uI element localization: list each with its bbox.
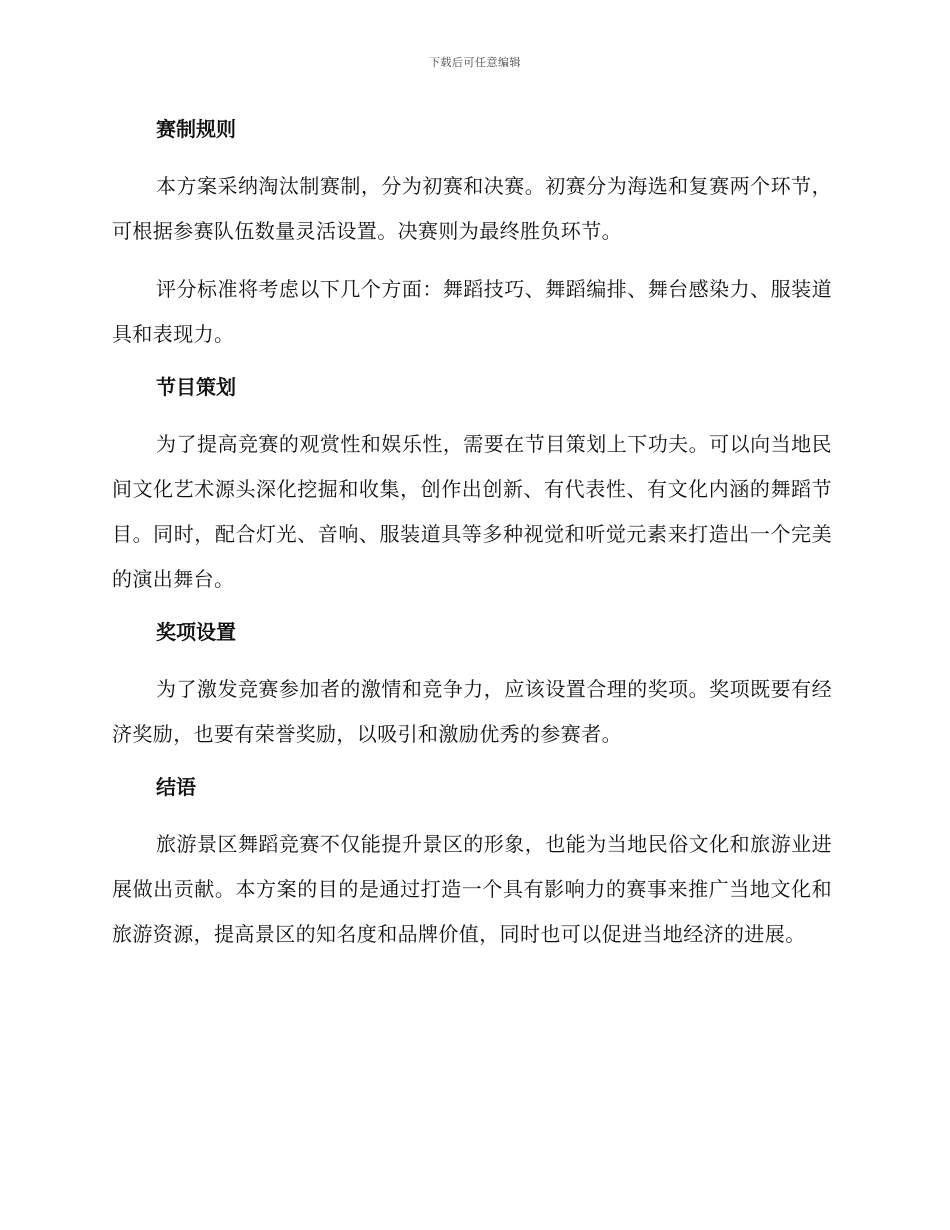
paragraph: 旅游景区舞蹈竞赛不仅能提升景区的形象，也能为当地民俗文化和旅游业进展做出贡献。本方案的目的是通过打造一个具有影响力的赛事来推广当地文化和旅游资源，提高景区的知名度和品牌价值，同时也可以促进当地经济的进展。 <box>112 832 832 946</box>
section-rules <box>112 112 832 357</box>
header-note: 下载后可任意编辑 <box>429 56 521 69</box>
paragraph: 为了激发竞赛参加者的激情和竞争力，应该设置合理的奖项。奖项既要有经济奖励，也要有荣誉奖励，以吸引和激励优秀的参赛者。 <box>112 677 832 746</box>
document-body <box>112 112 832 970</box>
section-heading: 结语 <box>156 775 196 799</box>
section-program-planning <box>112 370 832 602</box>
section-awards <box>112 615 832 757</box>
section-conclusion <box>112 770 832 957</box>
section-heading: 赛制规则 <box>156 117 236 141</box>
paragraph: 为了提高竞赛的观赏性和娱乐性，需要在节目策划上下功夫。可以向当地民间文化艺术源头深化挖掘和收集，创作出创新、有代表性、有文化内涵的舞蹈节目。同时，配合灯光、音响、服装道具等多种视觉和听觉元素来打造出一个完美的演出舞台。 <box>112 432 832 591</box>
section-heading: 奖项设置 <box>156 620 236 644</box>
paragraph: 评分标准将考虑以下几个方面：舞蹈技巧、舞蹈编排、舞台感染力、服装道具和表现力。 <box>112 277 832 346</box>
section-heading: 节目策划 <box>156 375 236 399</box>
paragraph: 本方案采纳淘汰制赛制，分为初赛和决赛。初赛分为海选和复赛两个环节，可根据参赛队伍数量灵活设置。决赛则为最终胜负环节。 <box>112 174 832 243</box>
